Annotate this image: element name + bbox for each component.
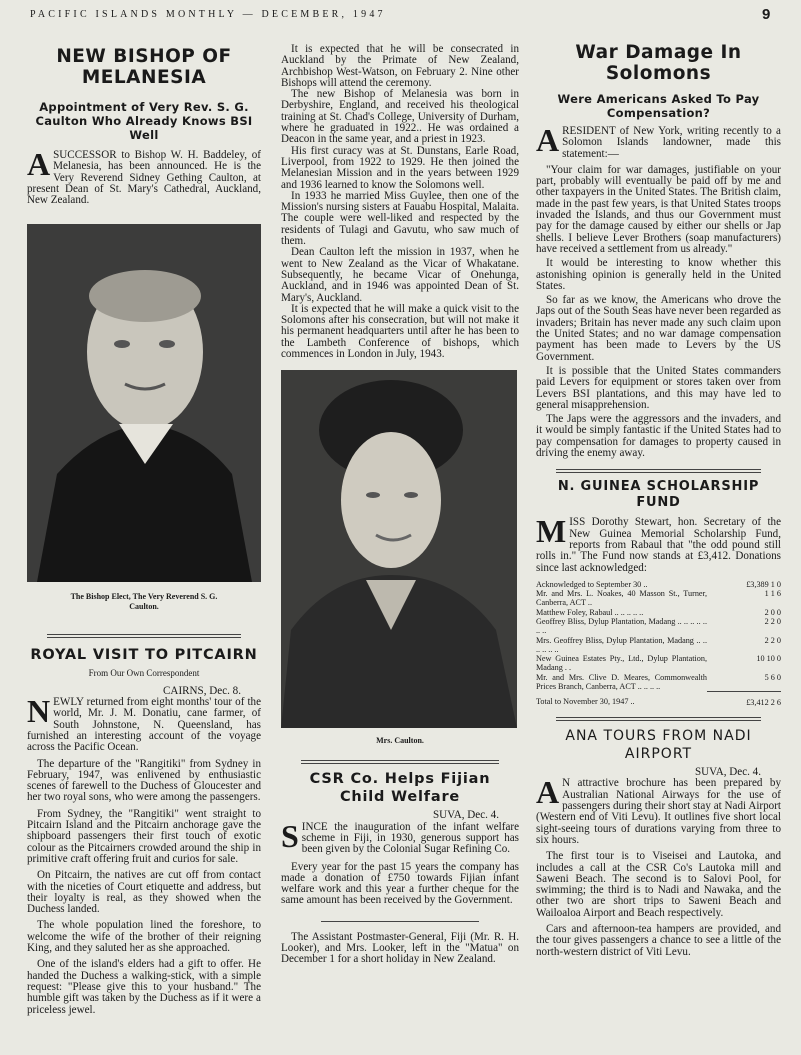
drop-cap: N	[27, 693, 51, 730]
pitcairn-paragraph: The departure of the "Rangitiki" from Sydney in February, 1947, was enlivened by enthusiastic scenes of farewell to the Duchess of Gloucester and her two royal sons, who were among the passengers.	[27, 757, 261, 804]
pitcairn-article	[27, 646, 261, 1015]
csr-headline: CSR Co. Helps Fijian Child Welfare	[309, 771, 491, 806]
table-row: Mr. and Mrs. L. Noakes, 40 Masson St., Turner, Canberra, ACT .. 1 1 6	[536, 589, 781, 608]
bishop-continued-paragraph: It is expected that he will make a quick visit to the Solomons after his consecration, but will not make it his permanent headquarters until after he has been to the Lambeth Conference of bishops, which commences in London in July, 1943.	[281, 302, 519, 361]
bishop-paragraph: ASUCCESSOR to Bishop W. H. Baddeley, of Melanesia, has been announced. He is the Very Reverend Sidney Gething Caulton, at present Dean of St. Mary's Cathedral, Auckland, New Zealand.	[27, 146, 261, 207]
ana-article	[536, 727, 781, 958]
page-header	[0, 0, 801, 28]
drop-cap: A	[27, 146, 51, 182]
scholarship-article	[536, 479, 781, 707]
csr-dateline: SUVA, Dec. 4.	[432, 809, 499, 822]
divider	[301, 760, 499, 764]
pitcairn-paragraph: NEWLY returned from eight months' tour of the world, Mr. J. M. Donatiu, cane farmer, of South Johnstone, N. Queensland, has furnished an interesting account of the voyage across the Pacific Ocean.	[27, 693, 261, 754]
postmaster-note: The Assistant Postmaster-General, Fiji (Mr. R. H. Looker), and Mrs. Looker, left in the "Matua" on December 1 for a short holiday in New Zealand.	[281, 930, 519, 966]
bishop-headline: NEW BISHOP OF MELANESIA	[56, 46, 232, 88]
war-damage-paragraph: ARESIDENT of New York, writing recently to a Solomon Islands landowner, made this statement:—	[536, 122, 781, 160]
donations-table	[536, 580, 781, 707]
pitcairn-paragraph: From Sydney, the "Rangitiki" went straight to Pitcairn Island and the Pitcairn anchorage gave the shipboard passengers their first touch of exotic colour as the Pitcairners crowded around the ship in primitive craft offering fruit and curios for sale.	[27, 807, 261, 865]
table-row: Geoffrey Bliss, Dylup Plantation, Madang .. .. .. .. .. .. .. 2 2 0	[536, 616, 781, 636]
pitcairn-correspondent: From Our Own Correspondent	[88, 668, 200, 679]
total-row: Total to November 30, 1947 .. £3,412 2 6	[536, 691, 781, 707]
wife-portrait-image	[281, 370, 517, 728]
drop-cap: A	[536, 774, 560, 811]
wife-photo	[281, 370, 517, 728]
war-damage-headline: War Damage In Solomons	[575, 42, 742, 84]
ana-dateline: SUVA, Dec. 4.	[694, 766, 761, 779]
war-damage-paragraph: It would be interesting to know whether this astonishing opinion is generally held in the United States.	[536, 257, 781, 292]
ana-headline: ANA TOURS FROM NADI AIRPORT	[565, 728, 752, 763]
divider	[321, 921, 479, 922]
war-damage-paragraph: So far as we know, the Americans who drove the Japs out of the South Seas have never been regarded as invaders; Britain has never made any such claim upon the United States; and no war damage compensation payment has been made to Levers by the US Government.	[536, 294, 781, 363]
bishop-continued-paragraph: Dean Caulton left the mission in 1937, when he went to New Zealand as the Vicar of Whakatane. Subsequently, he became Vicar of Onehunga, Auckland, and in 1946 was appointed Dean of St. Mary's, Auckland.	[281, 246, 519, 304]
table-row: Acknowledged to September 30 .. £3,389 1 0	[536, 579, 781, 589]
csr-paragraph: Every year for the past 15 years the company has made a donation of £750 towards Fijian infant welfare work and this year a further cheque for the same amount has been received by the Government.	[281, 860, 519, 907]
bishop-photo	[27, 224, 261, 582]
war-damage-paragraph: "Your claim for war damages, justifiable on your part, probably will eventually be paid off by me and other taxpayers in the United States. The British claim, made in the past few years, is that United States troops invaded the Islands, and thus our Government must pay for the damage caused by either our shells or Jap shells. I believe Lever Brothers (soap manufacturers) have received a settlement from us already."	[536, 163, 781, 255]
bishop-article	[27, 46, 261, 206]
divider	[556, 717, 761, 721]
bishop-subheadline: Appointment of Very Rev. S. G. Caulton Who Already Knows BSI Well	[35, 100, 253, 142]
column-left	[27, 38, 261, 1016]
table-row: Matthew Foley, Rabaul .. .. .. .. .. 2 0 0	[536, 607, 781, 617]
bishop-photo-caption: The Bishop Elect, The Very Reverend S. G. Caulton.	[70, 592, 218, 612]
pitcairn-headline: ROYAL VISIT TO PITCAIRN	[30, 647, 258, 664]
divider	[556, 469, 761, 473]
war-damage-paragraph: The Japs were the aggressors and the invaders, and it would be simply fantastic if the United States had to pay compensation for damages to property caused in driving the enemy away.	[536, 413, 781, 460]
pitcairn-paragraph: On Pitcairn, the natives are cut off from contact with the niceties of Court etiquette and address, but their loyalty is real, as they showed when the Duchess landed.	[27, 869, 261, 916]
divider	[47, 634, 241, 638]
column-right	[536, 38, 781, 958]
column-middle	[281, 44, 519, 966]
page-number: 9	[762, 6, 771, 23]
war-damage-subheadline: Were Americans Asked To Pay Compensation?	[557, 92, 760, 120]
wife-photo-caption: Mrs. Caulton.	[376, 736, 424, 746]
scholarship-paragraph: MISS Dorothy Stewart, hon. Secretary of the New Guinea Memorial Scholarship Fund, reports from Rabaul that "the odd pound still rolls in." The Fund now stands at £3,412. Donations since last acknowledged:	[536, 513, 781, 574]
pitcairn-paragraph: The whole population lined the foreshore, to welcome the wife of the brother of their reigning King, and they saluted her as she approached.	[27, 919, 261, 955]
drop-cap: M	[536, 513, 567, 550]
war-damage-article	[536, 42, 781, 459]
bishop-continued-paragraph: In 1933 he married Miss Guylee, then one of the Mission's nursing sisters at Fauabu Hospital, Malaita. The couple were well-liked and respected by the residents of Tulagi and Gavutu, who saw much of them.	[281, 189, 519, 248]
table-row: New Guinea Estates Pty., Ltd., Dylup Plantation, Madang . . 10 10 0	[536, 654, 781, 673]
ana-paragraph: A N attractive brochure has been prepared by Australian National Airways for the use of passengers during their short stay at Nadi Airport (Western end of Viti Levu). It outlines five short local sight-seeing tours of durations varying from three to six hours.	[536, 774, 781, 846]
ana-paragraph: Cars and afternoon-tea hampers are provided, and the tour gives passengers a chance to see a little of the north-western district of Viti Levu.	[536, 923, 781, 958]
drop-cap: S	[281, 817, 299, 854]
drop-cap: A	[536, 122, 560, 158]
table-row: Mrs. Geoffrey Bliss, Dylup Plantation, Madang .. .. .. .. .. .. 2 2 0	[536, 635, 781, 654]
bishop-portrait-image	[27, 224, 261, 582]
bishop-continued-paragraph: His first curacy was at St. Dunstans, Earle Road, Liverpool, from 1922 to 1929. He then joined the Melanesian Mission and in the years between 1929 and 1936 learned to know the Solomons well.	[281, 144, 519, 191]
war-damage-paragraph: It is possible that the United States commanders paid Levers for equipment or stores taken over from Levers BSI plantations, and this may have led to general misapprehension.	[536, 364, 781, 411]
csr-article	[281, 770, 519, 906]
table-row: Mr. and Mrs. Clive D. Meares, Commonwealth Prices Branch, Canberra, ACT .. .. .. .. 5 6 0	[536, 672, 781, 692]
scholarship-headline: N. GUINEA SCHOLARSHIP FUND	[557, 479, 760, 511]
pitcairn-paragraph: One of the island's elders had a gift to offer. He handed the Duchess a walking-stick, with a simple request: "Please give this to your husband." The humble gift was taken by the Duchess as if it were a priceless jewel.	[27, 958, 261, 1016]
bishop-continued-paragraph: The new Bishop of Melanesia was born in Derbyshire, England, and received his theological training at St. Chad's College, University of Durham, where he graduated in 1922.. He was ordained a Deacon in the same year, and a priest in 1923.	[281, 88, 519, 146]
ana-paragraph: The first tour is to Viseisei and Lautoka, and includes a call at the CSR Co's Lautoka mill and Saweni Beach. The second is to Salovi Pool, for swimming; the third is to Nadi and Nawaka, and the other two are short trips to Saweni Beach and Wailoaloa Airport and Beach respectively.	[536, 850, 781, 919]
bishop-continued-paragraph: It is expected that he will be consecrated in Auckland by the Primate of New Zealand, Archbishop West-Watson, on February 2. Nine other Bishops will attend the ceremony.	[281, 43, 519, 89]
pitcairn-dateline: CAIRNS, Dec. 8.	[163, 684, 241, 697]
csr-paragraph: SINCE the inauguration of the infant welfare scheme in Fiji, in 1930, generous support has been given by the Colonial Sugar Refining Co.	[281, 817, 519, 856]
publication-title: PACIFIC ISLANDS MONTHLY — DECEMBER, 1947	[30, 9, 386, 20]
